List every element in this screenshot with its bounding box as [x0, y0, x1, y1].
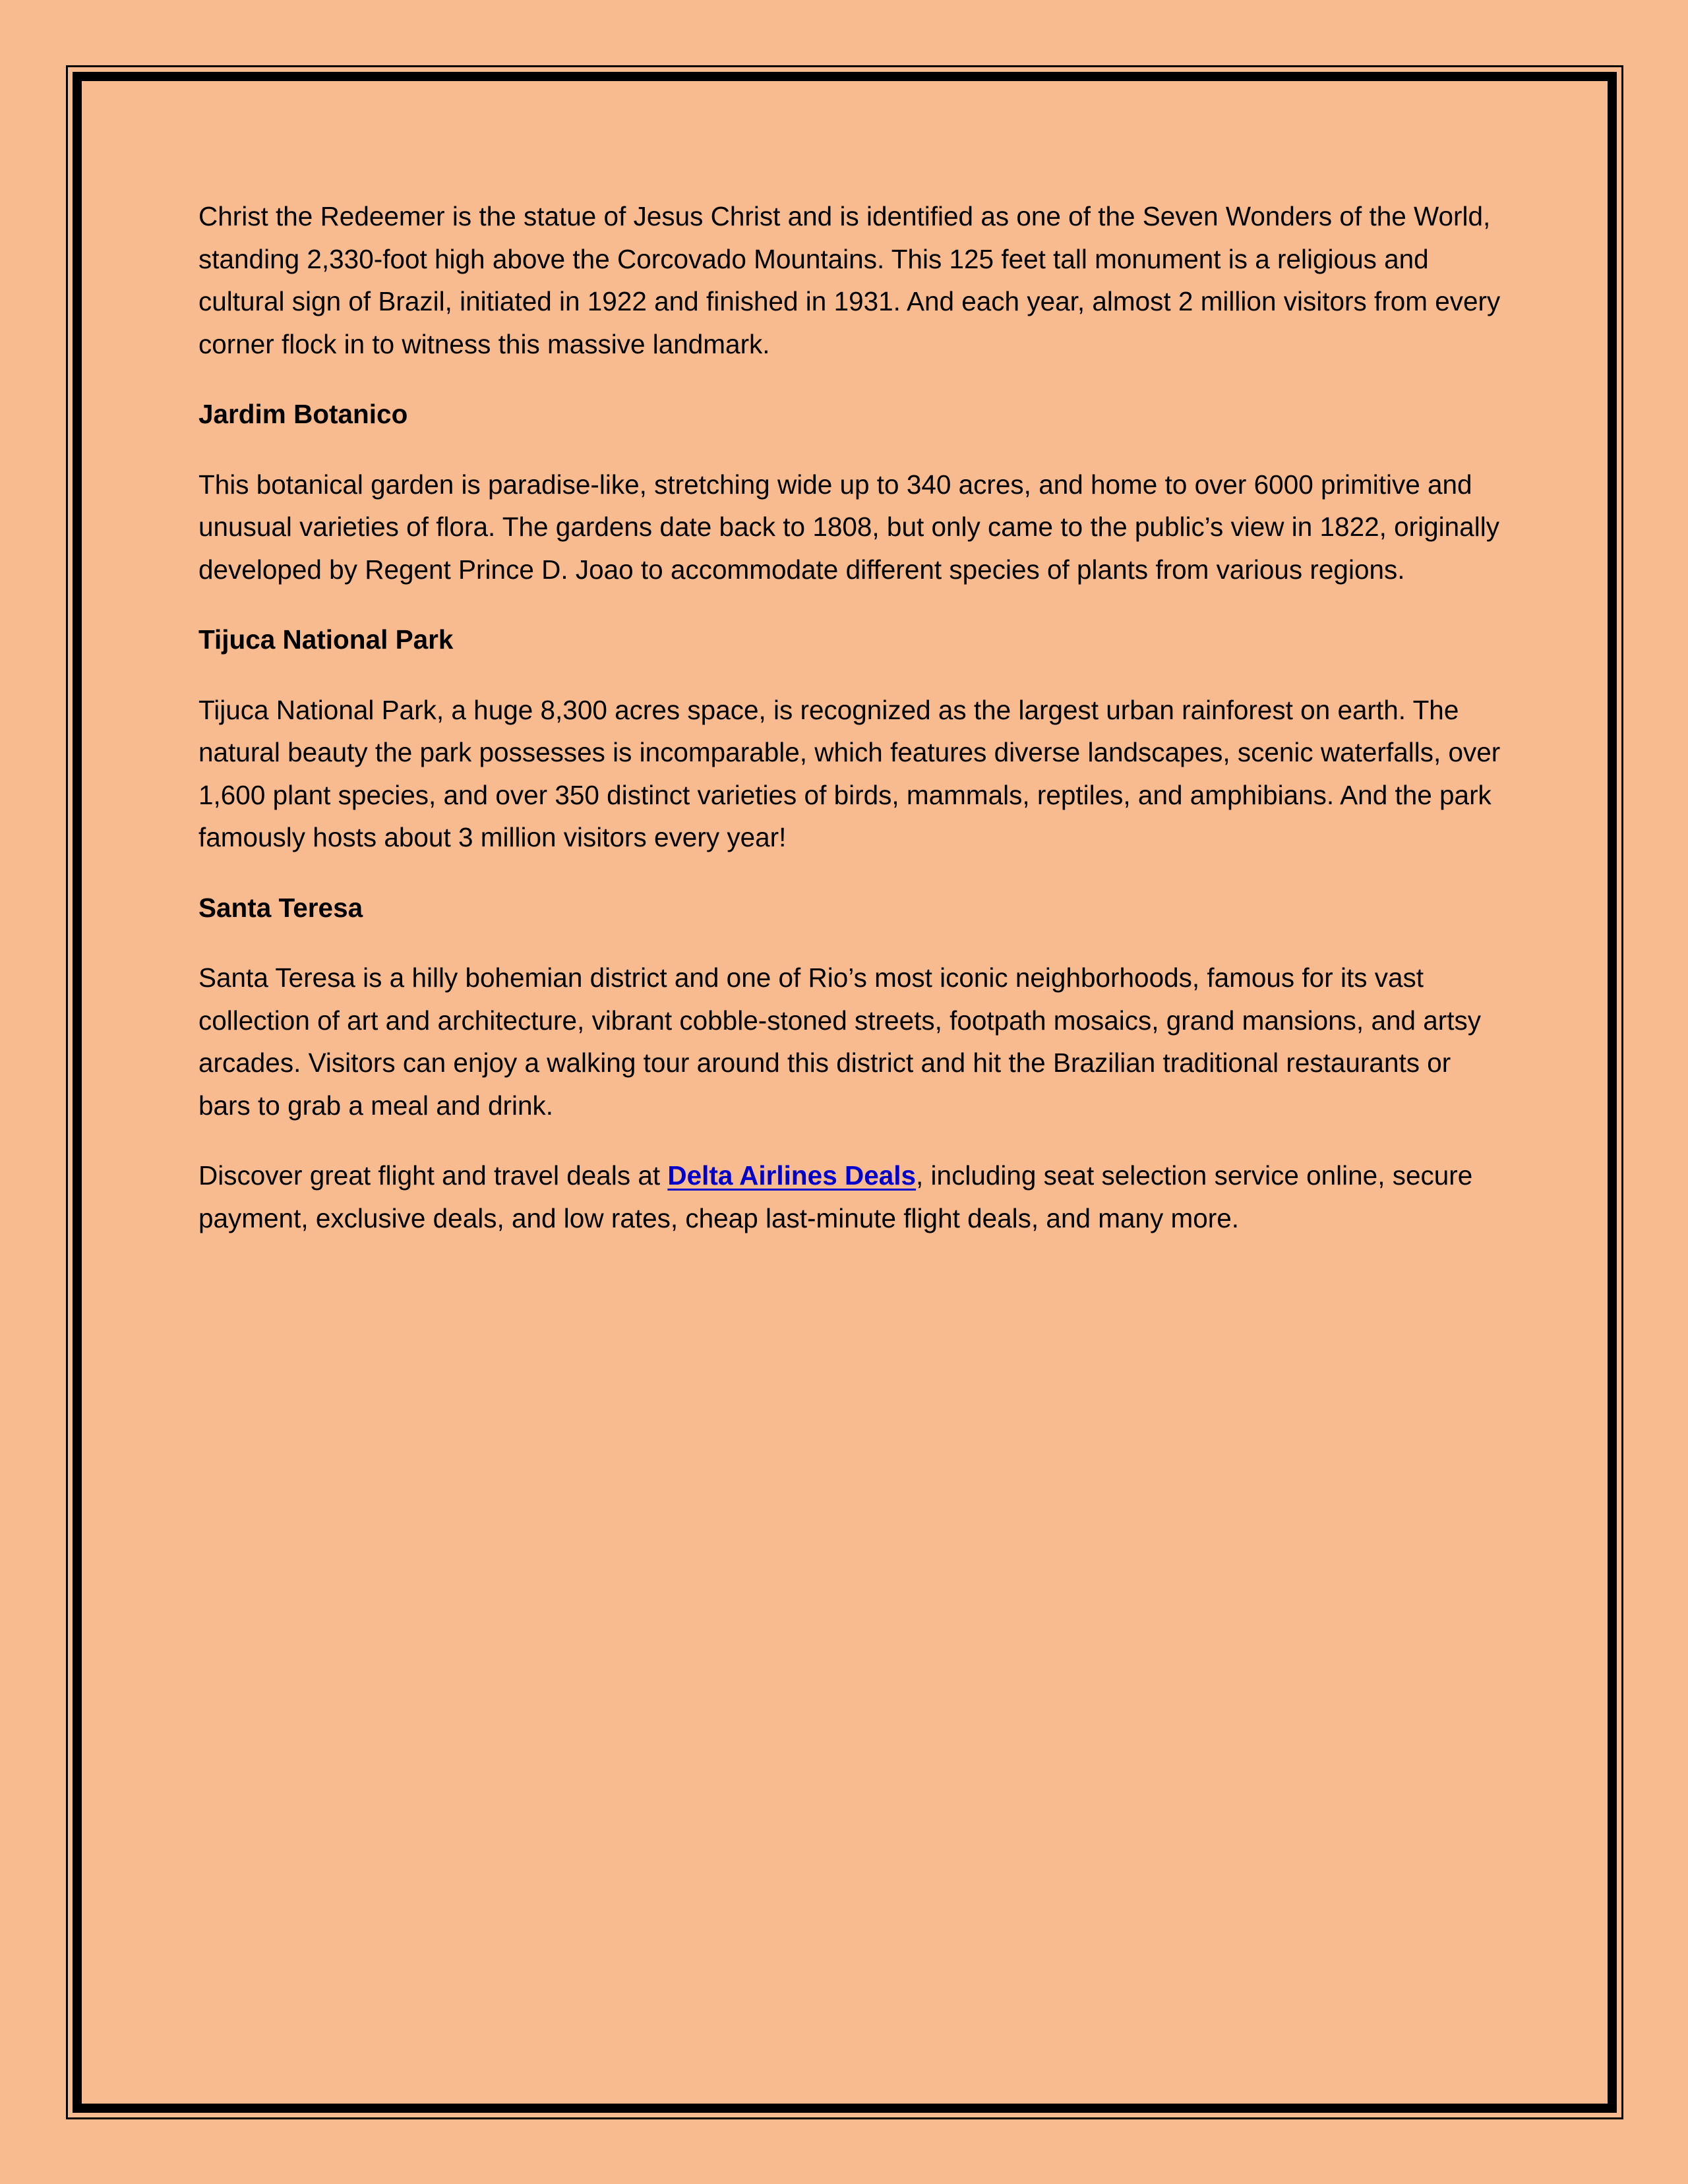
section-heading-tijuca-national-park: Tijuca National Park — [198, 624, 454, 655]
intro-paragraph: Christ the Redeemer is the statue of Jesus Christ and is identified as one of the Seven Wonders of the World, standing 2,330-foot high above the Corcovado Mountains. This 125 feet tall monument is a religious and cultural sign of Brazil, initiated in 1922 and finished in 1931. And each year, almost 2 million visitors from every corner flock in to witness this massive landmark. — [198, 201, 1501, 359]
section-heading-jardim-botanico: Jardim Botanico — [198, 399, 408, 429]
section-body-santa-teresa: Santa Teresa is a hilly bohemian district and one of Rio’s most iconic neighborhoods, famous for its vast collection of art and architecture, vibrant cobble-stoned streets, footpath mosaics, grand mansions, and artsy arcades. Visitors can enjoy a walking tour around this district and hit the Brazilian traditional restaurants or bars to grab a meal and drink. — [198, 962, 1482, 1121]
section-body-jardim-botanico: This botanical garden is paradise-like, stretching wide up to 340 acres, and home to over 6000 primitive and unusual varieties of flora. The gardens date back to 1808, but only came to the public’s view in 1822, originally developed by Regent Prince D. Joao to accommodate different species of plants from various regions. — [198, 469, 1499, 585]
closing-paragraph — [198, 1154, 1501, 1239]
document-body — [198, 195, 1501, 1267]
delta-airlines-deals-link[interactable]: Delta Airlines Deals — [667, 1160, 917, 1191]
closing-text-after-link: , including seat selection service online, secure payment, exclusive deals, and low rates, cheap last-minute flight deals, and many more. — [198, 1160, 1473, 1233]
section-heading-santa-teresa: Santa Teresa — [198, 892, 363, 923]
closing-text-before-link: Discover great flight and travel deals at — [198, 1160, 668, 1191]
section-body-tijuca-national-park: Tijuca National Park, a huge 8,300 acres space, is recognized as the largest urban rainforest on earth. The natural beauty the park possesses is incomparable, which features diverse landscapes, scenic waterfalls, over 1,600 plant species, and over 350 distinct varieties of birds, mammals, reptiles, and amphibians. And the park famously hosts about 3 million visitors every year! — [198, 694, 1501, 852]
